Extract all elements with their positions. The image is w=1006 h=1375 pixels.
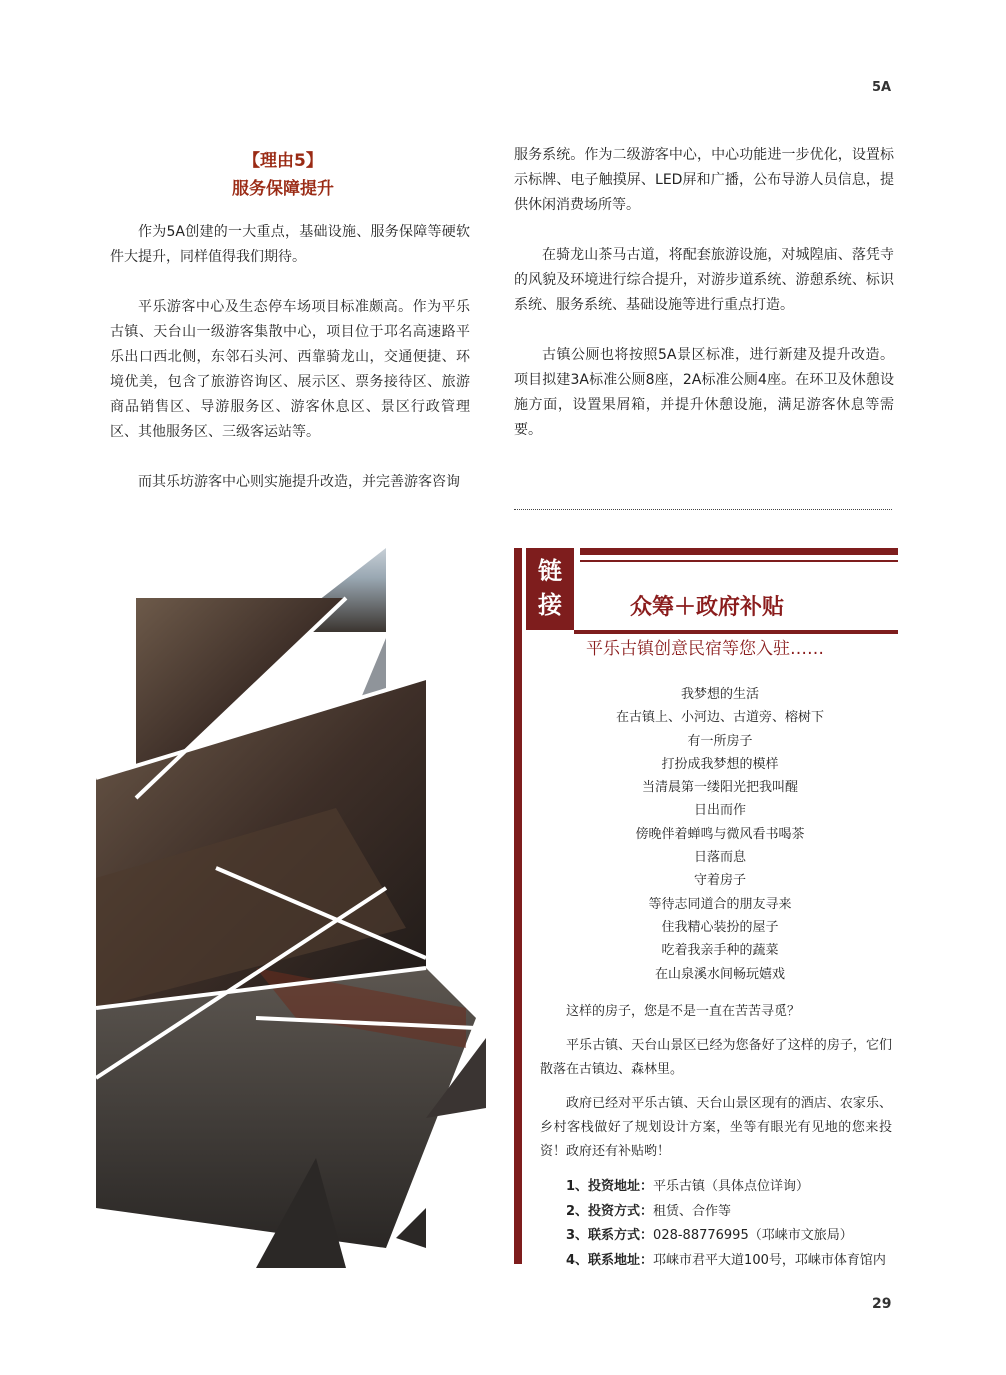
item-value: 028-88776995（邛崃市文旅局） bbox=[653, 1228, 853, 1243]
item-label: 4、联系地址： bbox=[566, 1252, 654, 1268]
village-photo-collage bbox=[96, 548, 486, 1268]
item-value: 平乐古镇（具体点位详询） bbox=[653, 1179, 810, 1194]
paragraph: 古镇公厕也将按照5A景区标准，进行新建及提升改造。项目拟建3A标准公厕8座，2A标准公厕4座。在环卫及休憩设施方面，设置果屑箱，并提升休憩设施，满足游客休息等需要。 bbox=[514, 347, 894, 438]
poem-line: 日落而息 bbox=[693, 850, 746, 866]
reason-title: 服务保障提升 bbox=[232, 179, 334, 199]
item-label: 1、投资地址： bbox=[566, 1179, 654, 1194]
header-tag: 5A bbox=[872, 80, 892, 95]
poem-line: 我梦想的生活 bbox=[680, 687, 759, 702]
item-label: 3、联系方式： bbox=[566, 1228, 654, 1243]
poem-line: 当清晨第一缕阳光把我叫醒 bbox=[641, 780, 798, 796]
poem-line: 等待志同道合的朋友寻来 bbox=[648, 896, 792, 912]
link-header-rule bbox=[580, 560, 898, 562]
poem-line: 守着房子 bbox=[693, 873, 746, 889]
item-label: 2、投资方式： bbox=[566, 1203, 654, 1219]
right-column bbox=[514, 143, 894, 468]
poem bbox=[560, 683, 880, 986]
poem-line: 日出而作 bbox=[693, 803, 746, 819]
link-title: 众筹＋政府补贴 bbox=[630, 595, 785, 620]
link-badge-char: 链 bbox=[538, 557, 562, 585]
divider bbox=[514, 509, 892, 510]
link-badge bbox=[526, 548, 574, 630]
paragraph: 而其乐坊游客中心则实施提升改造，并完善游客咨询 bbox=[138, 474, 460, 490]
paragraph: 平乐游客中心及生态停车场项目标准颇高。作为平乐古镇、天台山一级游客集散中心，项目位于邛名高速路平乐出口西北侧，东邻石头河、西靠骑龙山，交通便捷、环境优美，包含了旅游咨询区、展示区、票务接待区、旅游商品销售区、导游服务区、游客休息区、景区行政管理区、其他服务区、三级客运站等。 bbox=[110, 299, 470, 440]
reason-label: 【理由5】 bbox=[243, 151, 323, 171]
paragraph: 作为5A创建的一大重点，基础设施、服务保障等硬软件大提升，同样值得我们期待。 bbox=[110, 224, 470, 265]
poem-line: 吃着我亲手种的蔬菜 bbox=[661, 943, 779, 959]
poem-line: 在山泉溪水间畅玩嬉戏 bbox=[654, 966, 785, 982]
paragraph: 政府已经对平乐古镇、天台山景区现有的酒店、农家乐、乡村客栈做好了规划设计方案，坐等有眼光有见地的您来投资！政府还有补贴哟！ bbox=[540, 1096, 892, 1159]
poem-line: 住我精心装扮的屋子 bbox=[661, 919, 779, 935]
link-badge-char: 接 bbox=[538, 591, 562, 619]
left-column bbox=[110, 220, 470, 520]
contact-list bbox=[566, 1175, 886, 1273]
link-subtitle: 平乐古镇创意民宿等您入驻…… bbox=[586, 639, 824, 659]
poem-line: 傍晚伴着蝉鸣与微风看书喝茶 bbox=[635, 826, 805, 842]
poem-line: 在古镇上、小河边、古道旁、榕树下 bbox=[615, 710, 824, 726]
paragraph: 这样的房子，您是不是一直在苦苦寻觅？ bbox=[566, 1004, 801, 1019]
list-item bbox=[566, 1175, 886, 1200]
paragraph: 服务系统。作为二级游客中心，中心功能进一步优化，设置标示标牌、电子触摸屏、LED屏和广播，公布导游人员信息，提供休闲消费场所等。 bbox=[514, 147, 894, 213]
item-value: 租赁、合作等 bbox=[653, 1203, 732, 1219]
list-item bbox=[566, 1249, 886, 1274]
photo-fragment bbox=[396, 1208, 426, 1248]
link-box-bar bbox=[514, 548, 522, 1264]
link-body bbox=[540, 1000, 892, 1174]
poem-line: 打扮成我梦想的模样 bbox=[661, 756, 779, 772]
paragraph: 平乐古镇、天台山景区已经为您备好了这样的房子，它们散落在古镇边、森林里。 bbox=[540, 1038, 892, 1077]
link-header-rule bbox=[580, 548, 898, 555]
poem-line: 有一所房子 bbox=[687, 733, 753, 749]
list-item bbox=[566, 1224, 886, 1249]
list-item bbox=[566, 1200, 886, 1225]
page-number: 29 bbox=[872, 1296, 892, 1312]
paragraph: 在骑龙山茶马古道，将配套旅游设施，对城隍庙、落凭寺的风貌及环境进行综合提升，对游步道系统、游憩系统、标识系统、服务系统、基础设施等进行重点打造。 bbox=[514, 247, 894, 313]
item-value: 邛崃市君平大道100号，邛崃市体育馆内 bbox=[653, 1252, 886, 1268]
